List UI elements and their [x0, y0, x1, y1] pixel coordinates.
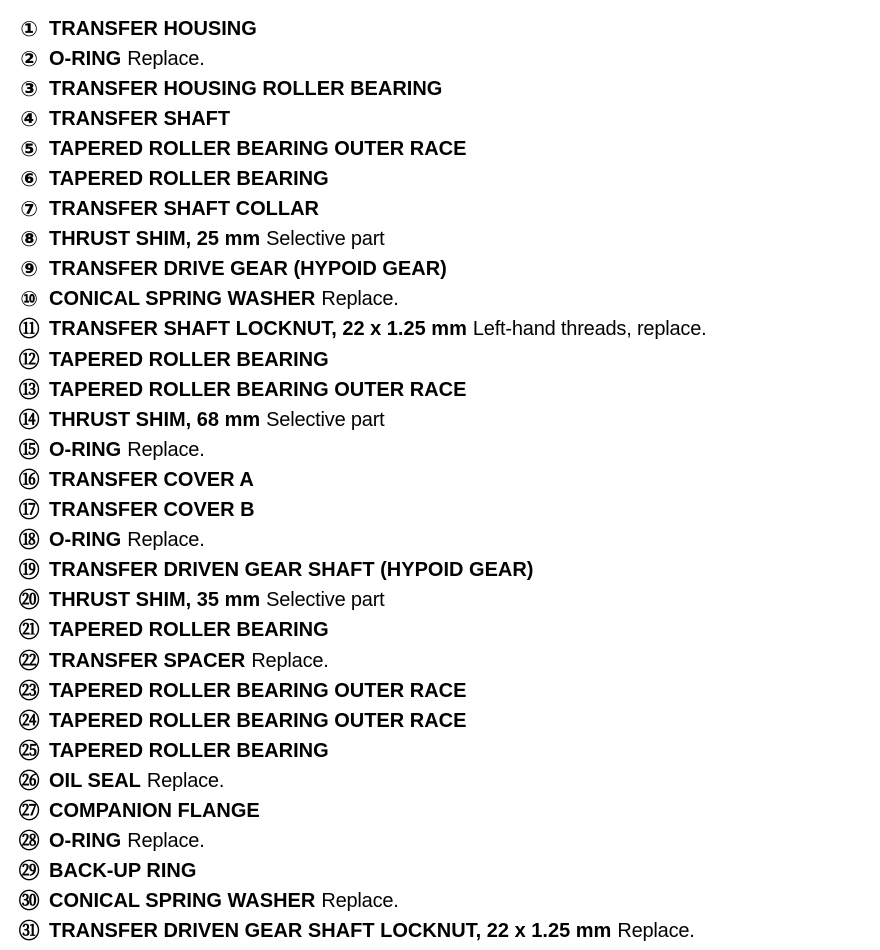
- part-name: TRANSFER DRIVEN GEAR SHAFT LOCKNUT, 22 x 1.25 mm: [49, 920, 612, 943]
- part-number: ⑦: [20, 198, 38, 222]
- list-item: [18, 435, 880, 465]
- list-item: [18, 465, 880, 495]
- part-note: Replace.: [146, 769, 225, 792]
- part-name: TAPERED ROLLER BEARING: [49, 739, 329, 762]
- list-item: [18, 255, 880, 285]
- part-number: ⑪: [18, 318, 40, 342]
- part-name: TRANSFER SHAFT LOCKNUT, 22 x 1.25 mm: [49, 318, 467, 341]
- part-name: TAPERED ROLLER BEARING: [49, 619, 329, 642]
- part-note: Selective part: [266, 589, 385, 612]
- part-number: ⑮: [18, 438, 40, 462]
- part-note: Replace.: [127, 830, 205, 853]
- part-name: BACK-UP RING: [49, 860, 197, 883]
- part-name: THRUST SHIM, 35 mm: [49, 589, 261, 612]
- part-name: CONICAL SPRING WASHER: [49, 288, 316, 311]
- part-name: CONICAL SPRING WASHER: [49, 890, 316, 913]
- part-note: Replace.: [321, 890, 399, 913]
- part-name: TRANSFER COVER A: [49, 468, 254, 491]
- list-item: [18, 857, 880, 887]
- list-item: [18, 736, 880, 766]
- part-number: ㉖: [18, 769, 40, 793]
- part-number: ㉒: [18, 649, 40, 673]
- list-item: [18, 405, 880, 435]
- part-note: Replace.: [321, 288, 399, 311]
- list-item: [18, 556, 880, 586]
- part-name: O-RING: [49, 529, 122, 552]
- part-number: ⑰: [18, 499, 40, 523]
- list-item: [18, 375, 880, 405]
- list-item: [18, 526, 880, 556]
- part-name: TAPERED ROLLER BEARING: [49, 168, 329, 191]
- part-note: Selective part: [266, 228, 385, 251]
- part-number: ㉗: [18, 799, 40, 823]
- part-number: ①: [20, 17, 38, 41]
- list-item: [18, 706, 880, 736]
- list-item: [18, 827, 880, 857]
- part-name: TAPERED ROLLER BEARING OUTER RACE: [49, 378, 467, 401]
- parts-list: [18, 14, 880, 947]
- list-item: [18, 44, 880, 74]
- part-note: Replace.: [127, 47, 205, 70]
- part-name: TRANSFER SHAFT COLLAR: [49, 198, 319, 221]
- part-number: ④: [20, 107, 38, 131]
- part-number: ③: [20, 77, 38, 101]
- part-number: ㉔: [18, 709, 40, 733]
- list-item: [18, 646, 880, 676]
- part-number: ⑳: [18, 589, 40, 613]
- list-item: [18, 496, 880, 526]
- list-item: [18, 586, 880, 616]
- part-number: ⑨: [20, 258, 38, 282]
- list-item: [18, 285, 880, 315]
- part-name: TAPERED ROLLER BEARING OUTER RACE: [49, 709, 467, 732]
- part-number: ⑱: [18, 529, 40, 553]
- part-name: TRANSFER HOUSING ROLLER BEARING: [49, 77, 443, 100]
- part-number: ㉕: [18, 739, 40, 763]
- list-item: [18, 887, 880, 917]
- part-name: TAPERED ROLLER BEARING OUTER RACE: [49, 137, 467, 160]
- part-name: TRANSFER HOUSING: [49, 17, 257, 40]
- list-item: [18, 676, 880, 706]
- part-number: ⑩: [20, 288, 38, 312]
- part-name: THRUST SHIM, 68 mm: [49, 408, 261, 431]
- part-number: ㉚: [18, 890, 40, 914]
- list-item: [18, 195, 880, 225]
- part-number: ⑲: [18, 559, 40, 583]
- part-name: COMPANION FLANGE: [49, 799, 260, 822]
- part-note: Replace.: [617, 920, 695, 943]
- list-item: [18, 14, 880, 44]
- part-number: ⑥: [20, 168, 38, 192]
- part-number: ⑬: [18, 378, 40, 402]
- list-item: [18, 104, 880, 134]
- part-number: ⑤: [20, 137, 38, 161]
- list-item: [18, 796, 880, 826]
- part-note: Left-hand threads, replace.: [472, 318, 707, 341]
- part-name: O-RING: [49, 47, 122, 70]
- part-name: TRANSFER DRIVE GEAR (HYPOID GEAR): [49, 258, 447, 281]
- part-number: ㉘: [18, 830, 40, 854]
- part-name: O-RING: [49, 830, 122, 853]
- list-item: [18, 766, 880, 796]
- part-name: O-RING: [49, 438, 122, 461]
- list-item: [18, 225, 880, 255]
- part-note: Selective part: [266, 408, 385, 431]
- part-name: THRUST SHIM, 25 mm: [49, 228, 261, 251]
- part-name: OIL SEAL: [49, 769, 141, 792]
- list-item: [18, 616, 880, 646]
- list-item: [18, 917, 880, 947]
- part-name: TAPERED ROLLER BEARING OUTER RACE: [49, 679, 467, 702]
- part-number: ㉓: [18, 679, 40, 703]
- list-item: [18, 345, 880, 375]
- list-item: [18, 164, 880, 194]
- part-number: ⑭: [18, 408, 40, 432]
- part-name: TAPERED ROLLER BEARING: [49, 348, 329, 371]
- list-item: [18, 74, 880, 104]
- part-number: ㉛: [18, 920, 40, 944]
- part-note: Replace.: [251, 649, 329, 672]
- part-number: ⑫: [18, 348, 40, 372]
- part-name: TRANSFER DRIVEN GEAR SHAFT (HYPOID GEAR): [49, 559, 534, 582]
- part-number: ㉑: [18, 619, 40, 643]
- list-item: [18, 134, 880, 164]
- part-number: ②: [20, 47, 38, 71]
- part-note: Replace.: [127, 529, 205, 552]
- part-name: TRANSFER COVER B: [49, 499, 255, 522]
- part-name: TRANSFER SPACER: [49, 649, 246, 672]
- part-number: ⑯: [18, 468, 40, 492]
- part-number: ⑧: [20, 228, 38, 252]
- part-name: TRANSFER SHAFT: [49, 107, 231, 130]
- list-item: [18, 315, 880, 345]
- part-number: ㉙: [18, 860, 40, 884]
- part-note: Replace.: [127, 438, 205, 461]
